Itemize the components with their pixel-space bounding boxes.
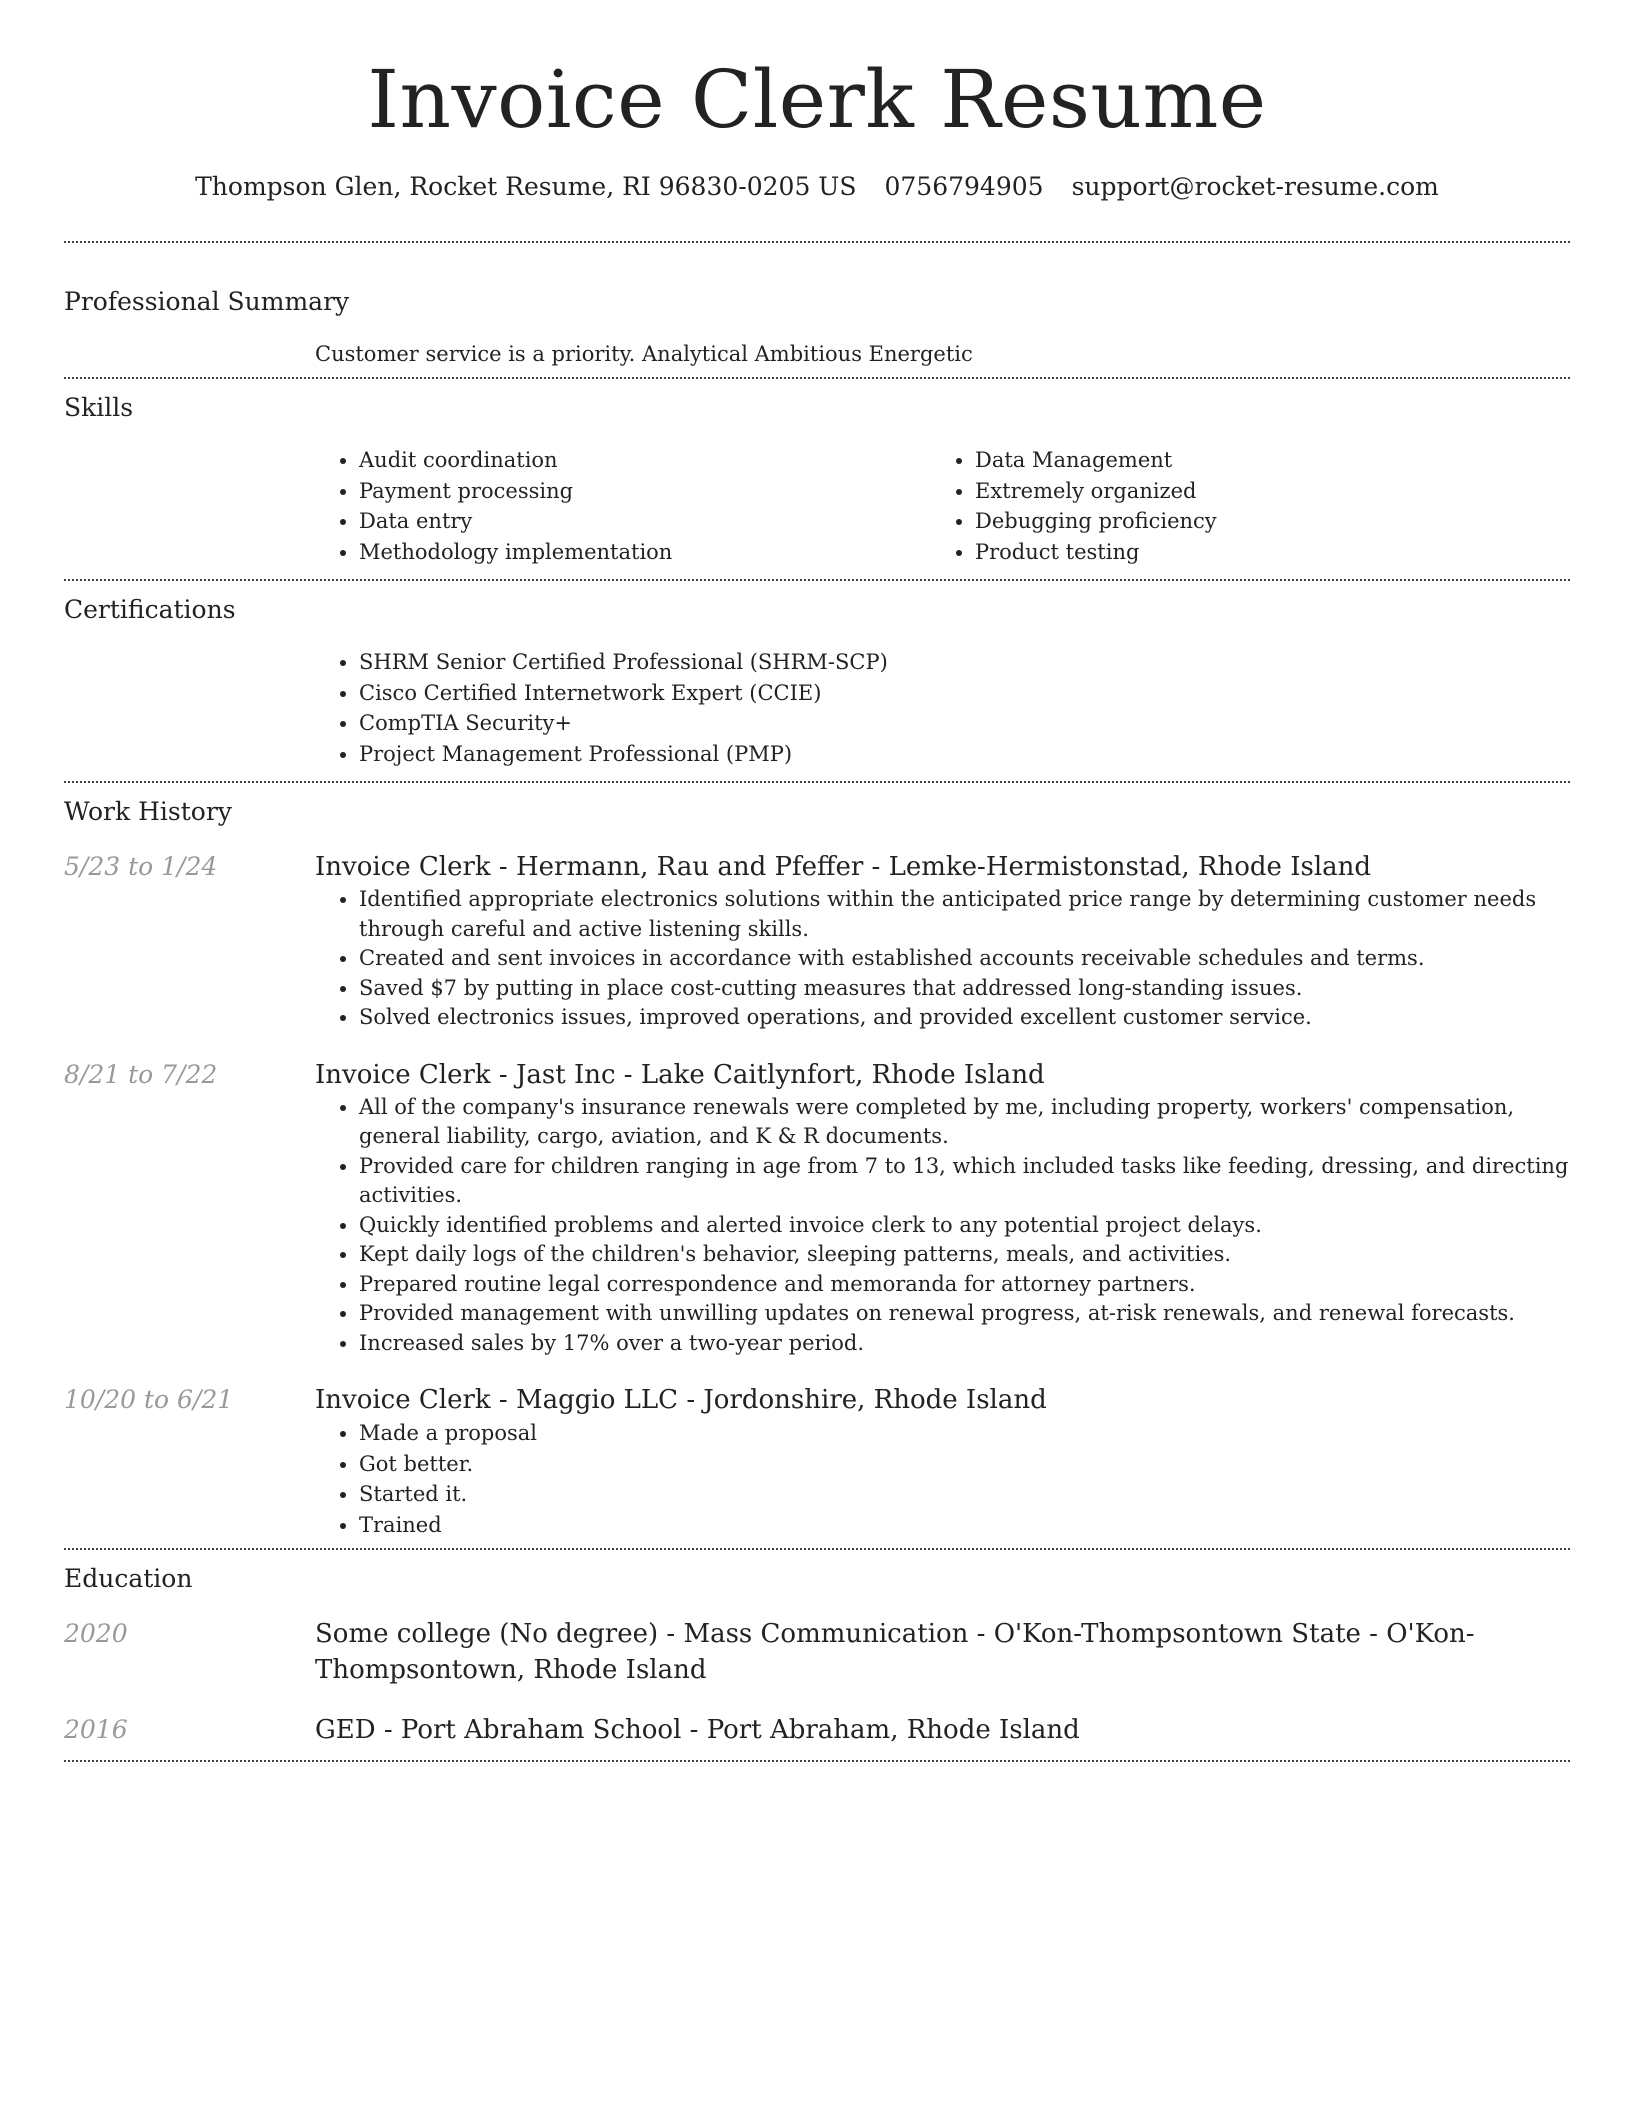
job-bullets xyxy=(315,885,1570,1033)
job-bullet: • Started it. xyxy=(359,1479,1570,1510)
job-bullet: • Prepared routine legal correspondence and memoranda for attorney partners. xyxy=(359,1270,1570,1300)
skills-column-right xyxy=(931,445,1547,567)
resume-title: Invoice Clerk Resume xyxy=(367,53,1267,146)
job-bullets xyxy=(315,1093,1570,1359)
job-body xyxy=(315,1057,1570,1359)
skill-item: • Data Management xyxy=(975,445,1547,476)
job-bullet: • Increased sales by 17% over a two-year period. xyxy=(359,1329,1570,1359)
section-divider xyxy=(64,781,1570,783)
contact-phone: 0756794905 xyxy=(884,172,1044,201)
job-bullet: • Created and sent invoices in accordance with established accounts receivable schedules and terms. xyxy=(359,944,1570,974)
certifications-list xyxy=(315,647,1570,769)
job-body xyxy=(315,849,1570,1033)
education-year: 2020 xyxy=(64,1619,128,1648)
job-bullet: • All of the company's insurance renewals were completed by me, including property, workers' compensation, general liability, cargo, aviation, and K & R documents. xyxy=(359,1093,1570,1152)
education-year: 2016 xyxy=(64,1715,128,1744)
skills-list-right xyxy=(931,445,1547,567)
section-divider xyxy=(64,377,1570,379)
job-bullets xyxy=(315,1418,1570,1540)
job-dates: 10/20 to 6/21 xyxy=(64,1385,234,1414)
job-bullet: • Kept daily logs of the children's behavior, sleeping patterns, meals, and activities. xyxy=(359,1240,1570,1270)
section-divider xyxy=(64,1548,1570,1550)
job-bullet: • Identified appropriate electronics solutions within the anticipated price range by determining customer needs through careful and active listening skills. xyxy=(359,885,1570,944)
skill-item: • Product testing xyxy=(975,537,1547,568)
job-bullet: • Solved electronics issues, improved operations, and provided excellent customer service. xyxy=(359,1003,1570,1033)
education-entry xyxy=(64,1616,1570,1688)
skill-item: • Extremely organized xyxy=(975,476,1547,507)
skills-grid xyxy=(315,445,1570,567)
certification-item: • CompTIA Security+ xyxy=(359,708,1570,739)
section-divider xyxy=(64,1760,1570,1762)
skills-list-left xyxy=(315,445,931,567)
certification-item: • Project Management Professional (PMP) xyxy=(359,739,1570,770)
skill-item: • Data entry xyxy=(359,506,931,537)
certification-item: • SHRM Senior Certified Professional (SHRM-SCP) xyxy=(359,647,1570,678)
skill-item: • Audit coordination xyxy=(359,445,931,476)
job-dates: 5/23 to 1/24 xyxy=(64,852,218,881)
section-divider xyxy=(64,579,1570,581)
contact-address: Thompson Glen, Rocket Resume, RI 96830-0205 US xyxy=(195,172,857,201)
skills-section-title: Skills xyxy=(64,393,134,422)
education-heading: GED - Port Abraham School - Port Abraham, Rhode Island xyxy=(315,1715,1080,1745)
contact-email[interactable]: support@rocket-resume.com xyxy=(1071,172,1439,201)
certifications-section-title: Certifications xyxy=(64,595,236,624)
job-bullet: • Quickly identified problems and alerted invoice clerk to any potential project delays. xyxy=(359,1211,1570,1241)
job-heading: Invoice Clerk - Jast Inc - Lake Caitlynfort, Rhode Island xyxy=(315,1059,1045,1090)
education-body xyxy=(315,1712,1570,1748)
section-divider xyxy=(64,241,1570,243)
job-bullet: • Saved $7 by putting in place cost-cutting measures that addressed long-standing issues. xyxy=(359,974,1570,1004)
job-bullet: • Provided management with unwilling updates on renewal progress, at-risk renewals, and renewal forecasts. xyxy=(359,1299,1570,1329)
education-entry xyxy=(64,1712,1570,1748)
job-entry xyxy=(64,849,1570,1033)
skills-column-left xyxy=(315,445,931,567)
skill-item: • Methodology implementation xyxy=(359,537,931,568)
education-body xyxy=(315,1616,1570,1688)
job-dates: 8/21 to 7/22 xyxy=(64,1059,218,1089)
education-section-title: Education xyxy=(64,1564,193,1593)
job-body xyxy=(315,1382,1570,1540)
job-bullet: • Provided care for children ranging in age from 7 to 13, which included tasks like feeding, dressing, and directing activities. xyxy=(359,1152,1570,1211)
job-entry xyxy=(64,1057,1570,1359)
job-heading: Invoice Clerk - Maggio LLC - Jordonshire, Rhode Island xyxy=(315,1385,1047,1415)
contact-line xyxy=(64,170,1570,204)
work-history-section-title: Work History xyxy=(64,797,232,826)
certifications-block xyxy=(315,647,1570,769)
job-bullet: • Got better. xyxy=(359,1449,1570,1480)
skill-item: • Payment processing xyxy=(359,476,931,507)
summary-text: Customer service is a priority. Analytical Ambitious Energetic xyxy=(315,342,973,366)
job-bullet: • Trained xyxy=(359,1510,1570,1541)
certification-item: • Cisco Certified Internetwork Expert (CCIE) xyxy=(359,678,1570,709)
education-heading: Some college (No degree) - Mass Communication - O'Kon-Thompsontown State - O'Kon-Thompsontown, Rhode Island xyxy=(315,1619,1475,1685)
summary-section-title: Professional Summary xyxy=(64,287,350,316)
job-heading: Invoice Clerk - Hermann, Rau and Pfeffer - Lemke-Hermistonstad, Rhode Island xyxy=(315,852,1372,882)
skill-item: • Debugging proficiency xyxy=(975,506,1547,537)
resume-page xyxy=(64,0,1570,1762)
job-bullet: • Made a proposal xyxy=(359,1418,1570,1449)
job-entry xyxy=(64,1382,1570,1540)
